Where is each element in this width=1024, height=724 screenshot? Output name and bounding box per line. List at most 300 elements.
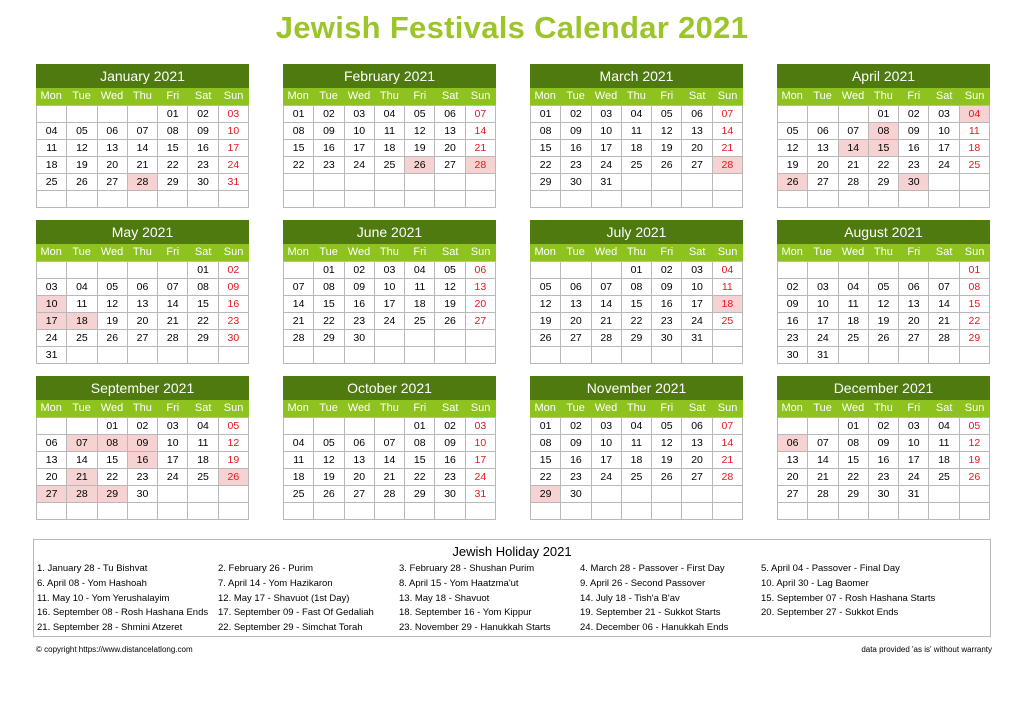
day-cell — [128, 106, 158, 123]
day-cell: 24 — [899, 469, 929, 486]
day-cell: 12 — [314, 452, 344, 469]
day-grid — [530, 417, 743, 520]
day-cell: 29 — [869, 174, 899, 191]
day-cell — [592, 191, 622, 208]
day-cell: 28 — [713, 157, 743, 174]
day-cell: 17 — [682, 296, 712, 313]
day-cell: 11 — [960, 123, 990, 140]
day-cell: 17 — [929, 140, 959, 157]
day-cell: 11 — [713, 279, 743, 296]
day-cell: 31 — [808, 347, 838, 364]
weekday-label: Thu — [132, 246, 152, 258]
day-cell: 26 — [435, 313, 465, 330]
day-cell — [67, 503, 97, 520]
weekday-label: Sat — [194, 402, 212, 414]
day-cell: 24 — [466, 469, 496, 486]
day-cell: 18 — [375, 140, 405, 157]
weekday-label: Thu — [379, 402, 399, 414]
day-cell — [98, 262, 128, 279]
weekday-label: Fri — [660, 246, 674, 258]
week-row — [37, 106, 249, 123]
day-cell: 07 — [592, 279, 622, 296]
day-cell: 22 — [622, 313, 652, 330]
day-cell: 16 — [869, 452, 899, 469]
day-cell — [435, 503, 465, 520]
day-cell: 17 — [219, 140, 249, 157]
day-cell: 15 — [839, 452, 869, 469]
holiday-list-title: Jewish Holiday 2021 — [452, 544, 572, 559]
weekday-label: Wed — [347, 90, 371, 102]
weekday-label: Sat — [194, 246, 212, 258]
day-cell: 07 — [713, 106, 743, 123]
weekday-label: Mon — [40, 90, 62, 102]
day-cell — [314, 503, 344, 520]
day-cell: 11 — [188, 435, 218, 452]
day-cell: 04 — [960, 106, 990, 123]
day-cell: 29 — [531, 486, 561, 503]
day-cell: 11 — [622, 123, 652, 140]
day-cell: 19 — [652, 452, 682, 469]
day-cell: 04 — [188, 418, 218, 435]
weekday-label: Tue — [566, 402, 585, 414]
week-row — [778, 418, 990, 435]
day-cell: 14 — [839, 140, 869, 157]
day-cell: 11 — [622, 435, 652, 452]
day-cell: 05 — [98, 279, 128, 296]
day-cell: 21 — [839, 157, 869, 174]
weekday-label: Wed — [347, 246, 371, 258]
day-cell — [345, 174, 375, 191]
day-cell — [158, 262, 188, 279]
day-cell — [345, 503, 375, 520]
day-grid — [530, 105, 743, 208]
day-cell: 02 — [652, 262, 682, 279]
day-cell: 16 — [345, 296, 375, 313]
day-cell: 07 — [466, 106, 496, 123]
week-row — [37, 140, 249, 157]
week-row — [778, 106, 990, 123]
day-cell: 29 — [158, 174, 188, 191]
day-cell: 08 — [960, 279, 990, 296]
day-cell — [435, 191, 465, 208]
day-cell — [778, 418, 808, 435]
day-cell: 14 — [284, 296, 314, 313]
day-cell: 30 — [128, 486, 158, 503]
day-cell: 30 — [219, 330, 249, 347]
week-row — [778, 486, 990, 503]
day-cell: 23 — [128, 469, 158, 486]
holiday-item: 2. February 26 - Purim — [218, 563, 314, 574]
day-cell — [713, 330, 743, 347]
holiday-item: 4. March 28 - Passover - First Day — [580, 563, 725, 574]
weekday-label: Wed — [100, 246, 124, 258]
day-cell: 05 — [778, 123, 808, 140]
day-cell — [67, 262, 97, 279]
day-cell — [435, 330, 465, 347]
day-cell: 01 — [531, 106, 561, 123]
day-cell — [284, 503, 314, 520]
day-cell: 10 — [592, 123, 622, 140]
holiday-item: 5. April 04 - Passover - Final Day — [761, 563, 900, 574]
week-row — [37, 452, 249, 469]
day-cell: 03 — [37, 279, 67, 296]
day-cell: 27 — [808, 174, 838, 191]
day-cell: 09 — [869, 435, 899, 452]
day-cell: 04 — [37, 123, 67, 140]
week-row — [778, 296, 990, 313]
day-cell: 07 — [128, 123, 158, 140]
weekday-label: Sun — [470, 90, 491, 102]
day-cell: 04 — [67, 279, 97, 296]
day-cell: 03 — [682, 262, 712, 279]
day-cell: 08 — [284, 123, 314, 140]
day-cell — [929, 191, 959, 208]
day-cell: 31 — [219, 174, 249, 191]
weekday-label: Sun — [223, 402, 244, 414]
holiday-item: 23. November 29 - Hanukkah Starts — [399, 622, 551, 634]
week-row — [37, 123, 249, 140]
day-cell: 20 — [98, 157, 128, 174]
day-cell — [37, 418, 67, 435]
day-cell: 05 — [219, 418, 249, 435]
month-title: October 2021 — [283, 376, 496, 400]
month-title: July 2021 — [530, 220, 743, 244]
day-cell: 22 — [531, 469, 561, 486]
day-cell: 09 — [778, 296, 808, 313]
day-cell: 27 — [561, 330, 591, 347]
day-cell: 22 — [188, 313, 218, 330]
day-cell: 10 — [219, 123, 249, 140]
day-cell — [375, 191, 405, 208]
weekday-label: Mon — [287, 90, 309, 102]
month-title: June 2021 — [283, 220, 496, 244]
day-cell — [839, 347, 869, 364]
month-title: September 2021 — [36, 376, 249, 400]
day-cell: 01 — [839, 418, 869, 435]
day-cell: 12 — [435, 279, 465, 296]
week-row — [37, 296, 249, 313]
day-cell: 19 — [67, 157, 97, 174]
day-cell — [314, 174, 344, 191]
day-cell: 28 — [929, 330, 959, 347]
day-cell: 26 — [652, 469, 682, 486]
day-cell: 04 — [839, 279, 869, 296]
day-cell: 03 — [158, 418, 188, 435]
day-cell — [622, 503, 652, 520]
week-row — [37, 469, 249, 486]
weekday-header-row — [283, 400, 496, 417]
day-cell: 02 — [869, 418, 899, 435]
week-row — [778, 347, 990, 364]
week-row — [37, 503, 249, 520]
weekday-label: Fri — [660, 90, 674, 102]
month-calendar — [283, 64, 496, 208]
day-cell — [622, 486, 652, 503]
week-row — [531, 330, 743, 347]
day-cell: 24 — [375, 313, 405, 330]
day-cell: 08 — [531, 435, 561, 452]
day-cell: 25 — [622, 469, 652, 486]
day-cell: 27 — [98, 174, 128, 191]
day-cell — [466, 503, 496, 520]
month-title: April 2021 — [777, 64, 990, 88]
day-cell — [960, 486, 990, 503]
week-row — [531, 123, 743, 140]
day-cell: 02 — [188, 106, 218, 123]
day-cell: 26 — [314, 486, 344, 503]
day-cell: 11 — [405, 279, 435, 296]
day-cell — [158, 191, 188, 208]
day-cell: 26 — [778, 174, 808, 191]
day-cell: 10 — [37, 296, 67, 313]
day-cell: 06 — [37, 435, 67, 452]
day-cell: 21 — [713, 452, 743, 469]
holiday-item: 13. May 18 - Shavuot — [399, 592, 490, 604]
day-cell: 21 — [67, 469, 97, 486]
day-cell: 04 — [622, 418, 652, 435]
weekday-label: Mon — [781, 90, 803, 102]
month-calendar — [530, 220, 743, 364]
day-cell: 05 — [652, 418, 682, 435]
week-row — [531, 347, 743, 364]
day-grid — [283, 417, 496, 520]
day-cell — [314, 191, 344, 208]
day-cell — [622, 191, 652, 208]
day-cell — [466, 191, 496, 208]
weekday-label: Sat — [688, 90, 706, 102]
day-cell: 07 — [67, 435, 97, 452]
day-cell — [561, 503, 591, 520]
day-cell: 04 — [929, 418, 959, 435]
weekday-label: Mon — [287, 402, 309, 414]
day-cell: 25 — [37, 174, 67, 191]
weekday-label: Sun — [964, 90, 985, 102]
day-cell: 16 — [219, 296, 249, 313]
month-title: March 2021 — [530, 64, 743, 88]
day-cell: 23 — [345, 313, 375, 330]
day-cell: 14 — [713, 435, 743, 452]
weekday-header-row — [283, 244, 496, 261]
day-cell: 25 — [839, 330, 869, 347]
day-cell: 20 — [899, 313, 929, 330]
weekday-label: Fri — [166, 90, 180, 102]
day-cell: 22 — [531, 157, 561, 174]
day-cell: 17 — [592, 452, 622, 469]
day-cell: 18 — [37, 157, 67, 174]
week-row — [284, 279, 496, 296]
warranty-text: data provided 'as is' without warranty — [861, 645, 992, 654]
day-cell: 19 — [531, 313, 561, 330]
day-cell: 29 — [405, 486, 435, 503]
holiday-item: 8. April 15 - Yom Haatzma'ut — [399, 577, 519, 589]
day-cell — [929, 503, 959, 520]
day-cell: 19 — [435, 296, 465, 313]
week-row — [531, 262, 743, 279]
day-cell: 12 — [219, 435, 249, 452]
day-cell: 07 — [808, 435, 838, 452]
day-cell: 01 — [284, 106, 314, 123]
day-cell — [531, 262, 561, 279]
day-cell: 07 — [158, 279, 188, 296]
day-cell: 30 — [899, 174, 929, 191]
month-calendar — [777, 220, 990, 364]
weekday-label: Fri — [907, 402, 921, 414]
weekday-label: Wed — [594, 402, 618, 414]
day-cell: 04 — [284, 435, 314, 452]
weekday-label: Sun — [964, 402, 985, 414]
week-row — [284, 435, 496, 452]
day-cell: 01 — [188, 262, 218, 279]
day-cell: 28 — [375, 486, 405, 503]
week-row — [531, 140, 743, 157]
day-cell: 27 — [682, 157, 712, 174]
week-row — [37, 418, 249, 435]
day-cell: 22 — [839, 469, 869, 486]
day-cell — [284, 262, 314, 279]
week-row — [37, 486, 249, 503]
day-cell — [592, 503, 622, 520]
week-row — [778, 191, 990, 208]
weekday-label: Tue — [813, 246, 832, 258]
day-cell: 03 — [592, 418, 622, 435]
day-cell: 12 — [405, 123, 435, 140]
weekday-label: Fri — [907, 90, 921, 102]
holiday-column — [761, 562, 942, 636]
day-cell: 03 — [592, 106, 622, 123]
day-cell: 24 — [345, 157, 375, 174]
holiday-item: 16. September 08 - Rosh Hashana Ends — [37, 607, 209, 619]
week-row — [37, 435, 249, 452]
day-cell: 24 — [929, 157, 959, 174]
day-cell — [67, 347, 97, 364]
day-grid — [36, 261, 249, 364]
day-cell: 17 — [899, 452, 929, 469]
day-cell: 08 — [314, 279, 344, 296]
week-row — [531, 418, 743, 435]
week-row — [531, 106, 743, 123]
day-cell: 13 — [778, 452, 808, 469]
month-title: May 2021 — [36, 220, 249, 244]
day-cell: 19 — [405, 140, 435, 157]
weekday-header-row — [777, 88, 990, 105]
day-cell: 06 — [561, 279, 591, 296]
day-cell: 05 — [869, 279, 899, 296]
day-cell: 25 — [375, 157, 405, 174]
month-calendar — [36, 220, 249, 364]
day-cell: 16 — [435, 452, 465, 469]
holiday-item: 11. May 10 - Yom Yerushalayim — [37, 592, 170, 604]
day-cell: 20 — [682, 452, 712, 469]
day-cell — [405, 191, 435, 208]
day-cell: 23 — [561, 469, 591, 486]
day-cell: 21 — [158, 313, 188, 330]
weekday-label: Thu — [626, 90, 646, 102]
day-cell — [67, 106, 97, 123]
day-cell: 31 — [682, 330, 712, 347]
day-cell — [67, 191, 97, 208]
day-cell — [899, 503, 929, 520]
weekday-label: Tue — [566, 90, 585, 102]
day-cell: 25 — [960, 157, 990, 174]
day-cell — [345, 347, 375, 364]
day-cell: 05 — [960, 418, 990, 435]
day-cell: 03 — [466, 418, 496, 435]
day-cell: 08 — [188, 279, 218, 296]
day-cell: 19 — [778, 157, 808, 174]
week-row — [531, 296, 743, 313]
day-cell — [622, 174, 652, 191]
day-cell: 21 — [375, 469, 405, 486]
day-cell — [682, 174, 712, 191]
day-cell — [405, 503, 435, 520]
day-cell: 16 — [652, 296, 682, 313]
day-cell: 02 — [778, 279, 808, 296]
day-grid — [530, 261, 743, 364]
day-cell — [284, 191, 314, 208]
day-cell — [869, 191, 899, 208]
day-cell: 30 — [561, 486, 591, 503]
day-cell: 03 — [929, 106, 959, 123]
weekday-label: Sat — [935, 402, 953, 414]
week-row — [37, 262, 249, 279]
holiday-item: 20. September 27 - Sukkot Ends — [761, 607, 899, 619]
day-cell — [713, 503, 743, 520]
holiday-item: 14. July 18 - Tish'a B'av — [580, 592, 680, 604]
day-grid — [777, 261, 990, 364]
day-cell: 13 — [37, 452, 67, 469]
day-cell: 17 — [375, 296, 405, 313]
day-cell — [466, 347, 496, 364]
weekday-label: Thu — [873, 90, 893, 102]
week-row — [778, 503, 990, 520]
day-cell: 05 — [652, 106, 682, 123]
day-cell — [37, 503, 67, 520]
weekday-label: Mon — [781, 246, 803, 258]
holiday-item: 19. September 21 - Sukkot Starts — [580, 607, 721, 619]
week-row — [778, 435, 990, 452]
day-cell: 05 — [531, 279, 561, 296]
weekday-label: Thu — [626, 402, 646, 414]
day-cell — [188, 503, 218, 520]
day-cell: 18 — [622, 452, 652, 469]
day-cell: 09 — [899, 123, 929, 140]
day-cell — [531, 191, 561, 208]
day-cell: 26 — [67, 174, 97, 191]
day-cell: 15 — [531, 452, 561, 469]
weekday-header-row — [777, 244, 990, 261]
day-cell — [435, 347, 465, 364]
day-cell: 27 — [778, 486, 808, 503]
day-cell: 15 — [284, 140, 314, 157]
weekday-label: Wed — [594, 246, 618, 258]
day-cell: 28 — [128, 174, 158, 191]
weekday-label: Sat — [441, 402, 459, 414]
day-cell — [592, 486, 622, 503]
weekday-label: Tue — [813, 90, 832, 102]
day-cell: 06 — [128, 279, 158, 296]
day-cell: 26 — [98, 330, 128, 347]
weekday-label: Sun — [223, 246, 244, 258]
day-cell: 30 — [188, 174, 218, 191]
holiday-list — [33, 539, 991, 637]
day-cell: 13 — [808, 140, 838, 157]
day-cell — [67, 418, 97, 435]
day-cell: 26 — [960, 469, 990, 486]
month-calendar — [777, 376, 990, 520]
weekday-header-row — [530, 88, 743, 105]
day-cell: 03 — [808, 279, 838, 296]
day-cell: 10 — [375, 279, 405, 296]
